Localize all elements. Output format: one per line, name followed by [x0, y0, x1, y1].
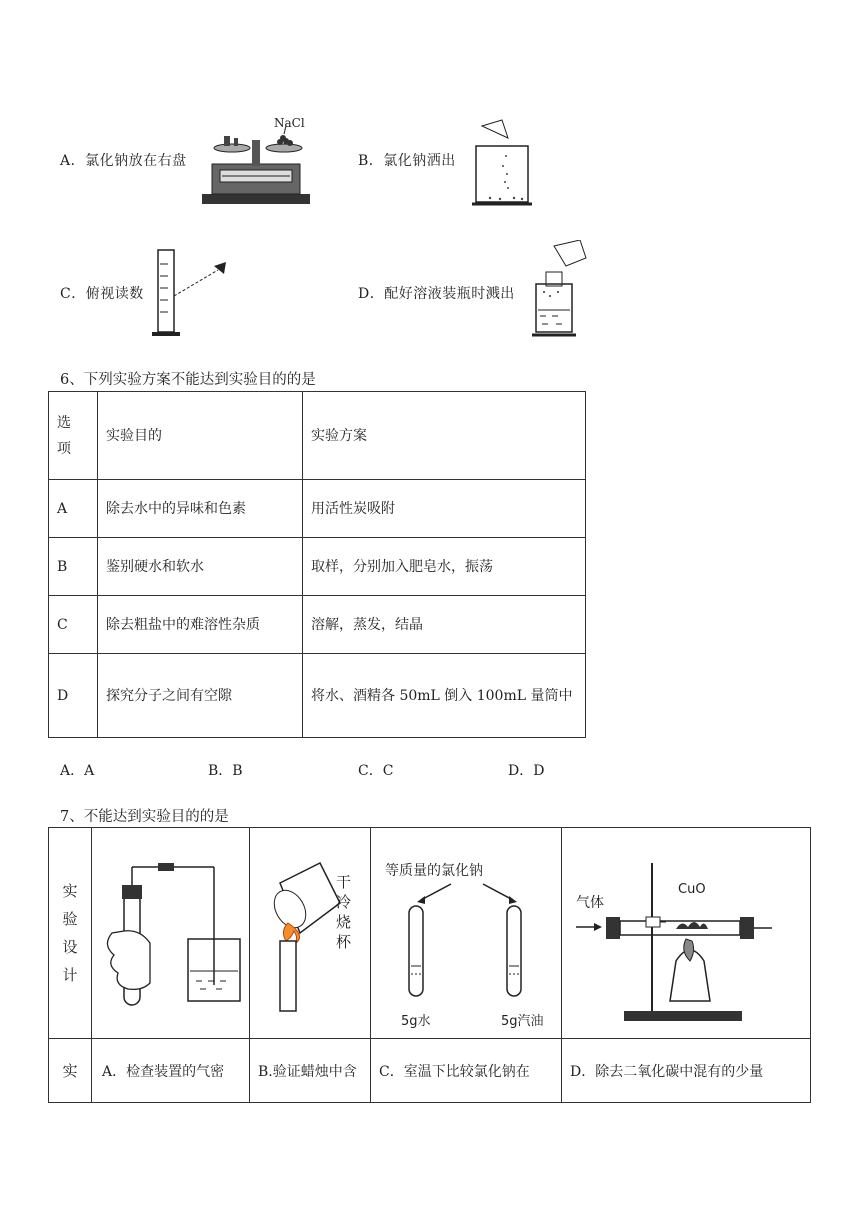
right-tube-label: 5g汽油 — [501, 1014, 544, 1029]
table-row — [49, 654, 586, 738]
q6-title: 6、下列实验方案不能达到实验目的的是 — [60, 372, 316, 388]
beaker-label: 干 冷 烧 杯 — [336, 873, 352, 951]
row-head-purpose: 实 — [49, 1039, 92, 1103]
header-option-line2: 项 — [57, 440, 71, 457]
q5-option-d: D．配好溶液装瓶时溅出 — [358, 286, 515, 302]
q7-table — [48, 827, 811, 1103]
nacl-label: NaCl — [274, 116, 305, 130]
row-option: A — [49, 480, 98, 538]
fig-c-cell — [371, 828, 562, 1039]
choice-d[interactable]: D．D — [508, 763, 545, 779]
choice-b[interactable]: B．B — [208, 763, 243, 779]
choice-c[interactable]: C．C — [358, 763, 394, 779]
gas-label: 气体 — [576, 895, 604, 911]
cell-b: B.验证蜡烛中含 — [250, 1039, 371, 1103]
row-plan: 用活性炭吸附 — [303, 480, 586, 538]
row-purpose: 除去水中的异味和色素 — [98, 480, 303, 538]
fig-d-cell — [562, 828, 811, 1039]
cuo-tube-figure — [562, 833, 798, 1033]
cylinder-figure — [150, 244, 240, 340]
bottle-figure — [530, 240, 594, 340]
row-option: C — [49, 596, 98, 654]
cell-d: D．除去二氧化碳中混有的少量 — [562, 1039, 811, 1103]
tubes-figure — [371, 878, 561, 1018]
row-plan: 将水、酒精各 50mL 倒入 100mL 量筒中 — [303, 654, 586, 738]
fig-a-cell — [92, 828, 250, 1039]
fig-c-label: 等质量的氯化钠 — [385, 863, 483, 879]
row-purpose: 除去粗盐中的难溶性杂质 — [98, 596, 303, 654]
table-row — [49, 480, 586, 538]
table-row — [49, 596, 586, 654]
q7-purpose-row — [49, 1039, 811, 1103]
q7-design-row — [49, 828, 811, 1039]
q5-option-a: A．氯化钠放在右盘 — [60, 153, 187, 169]
table-row — [49, 538, 586, 596]
q5-option-b: B．氯化钠洒出 — [358, 153, 456, 169]
candle-beaker-figure — [250, 843, 370, 1023]
header-purpose: 实验目的 — [98, 392, 303, 480]
q6-table — [48, 391, 586, 738]
cell-c: C．室温下比较氯化钠在 — [371, 1039, 562, 1103]
header-option-line1: 选 — [57, 414, 71, 431]
row-head-design: 实 验 设 计 — [62, 882, 78, 984]
q7-title: 7、不能达到实验目的的是 — [60, 809, 229, 825]
airtight-check-figure — [92, 843, 242, 1023]
row-purpose: 鉴别硬水和软水 — [98, 538, 303, 596]
row-plan: 溶解，蒸发，结晶 — [303, 596, 586, 654]
row-purpose: 探究分子之间有空隙 — [98, 654, 303, 738]
row-plan: 取样，分别加入肥皂水，振荡 — [303, 538, 586, 596]
left-tube-label: 5g水 — [401, 1014, 431, 1029]
choice-a[interactable]: A．A — [60, 763, 95, 779]
header-plan: 实验方案 — [303, 392, 586, 480]
cuo-label: CuO — [678, 882, 706, 897]
cell-a: A．检查装置的气密 — [92, 1039, 250, 1103]
spill-figure — [470, 116, 540, 208]
table-header-row — [49, 392, 586, 480]
q5-option-c: C．俯视读数 — [60, 286, 144, 302]
fig-b-cell — [250, 828, 371, 1039]
row-option: D — [49, 654, 98, 738]
row-option: B — [49, 538, 98, 596]
